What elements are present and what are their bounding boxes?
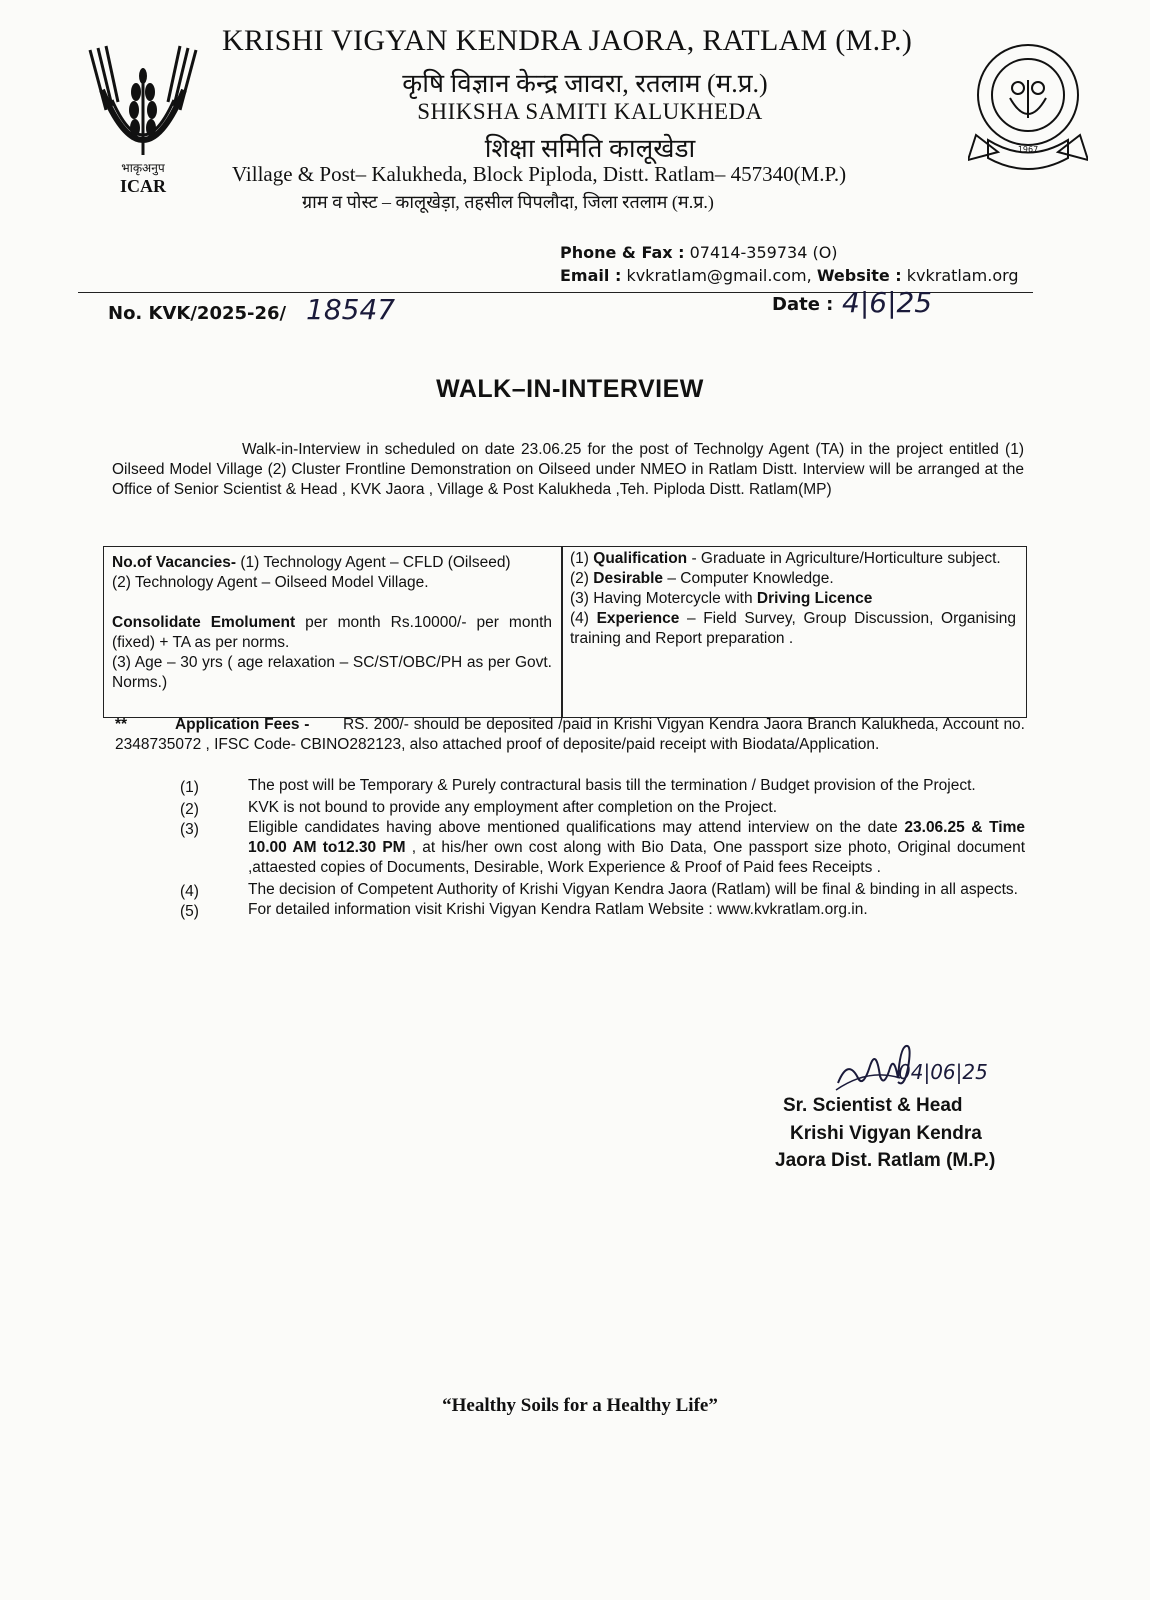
date-handwritten: 4|6|25 xyxy=(842,286,933,319)
vacancy-column xyxy=(112,553,552,693)
qualification-number: (1) xyxy=(570,550,589,567)
age-text: (3) Age – 30 yrs ( age relaxation – SC/ST/OBC/PH as per Govt. Norms.) xyxy=(112,654,552,691)
list-item-text: Eligible candidates having above mentioned qualifications may attend interview on the date xyxy=(248,819,898,836)
samiti-name-english: SHIKSHA SAMITI KALUKHEDA xyxy=(417,99,763,124)
list-item-number: (4) xyxy=(180,883,199,900)
motorcycle-text: (3) Having Motercycle with xyxy=(570,590,753,607)
phone-line xyxy=(560,243,838,262)
list-item-text: KVK is not bound to provide any employment after completion on the Project. xyxy=(248,799,778,816)
qualification-column xyxy=(570,549,1016,649)
seal-year: 1967 xyxy=(1017,145,1039,154)
address-hindi: ग्राम व पोस्ट – कालूखेड़ा, तहसील पिपलौदा, जिला रतलाम (म.प्र.) xyxy=(302,192,714,212)
qualification-label: Qualification xyxy=(593,550,688,567)
list-item xyxy=(180,798,1025,818)
website-label: Website : xyxy=(816,266,902,285)
email-label: Email : xyxy=(560,266,622,285)
desirable-number: (2) xyxy=(570,570,589,587)
date-label: Date : xyxy=(772,294,834,315)
address-english: Village & Post– Kalukheda, Block Piploda, Distt. Ratlam– 457340(M.P.) xyxy=(232,162,847,186)
icar-hindi-label: भाकृअनुप xyxy=(121,161,165,175)
vacancies-label: No.of Vacancies- xyxy=(112,554,237,571)
list-item-number: (3) xyxy=(180,821,199,838)
website-value: kvkratlam.org xyxy=(906,266,1019,285)
fees-marker: ** xyxy=(115,716,128,733)
list-item-number: (2) xyxy=(180,801,199,818)
page-title: WALK–IN-INTERVIEW xyxy=(436,375,704,403)
fees-text: RS. 200/- should be deposited /paid in Krishi Vigyan Kendra Jaora Branch Kalukheda, Account no. 2348735072 , IFSC Code- CBINO282123, also attached proof of deposite/paid receipt with Biodata/Application. xyxy=(115,716,1025,753)
phone-value: 07414-359734 (O) xyxy=(689,243,838,262)
org-name-hindi: कृषि विज्ञान केन्द्र जावरा, रतलाम (म.प्र.) xyxy=(402,69,768,98)
emolument-label: Consolidate Emolument xyxy=(112,614,296,631)
list-item-text: The decision of Competent Authority of Krishi Vigyan Kendra Jaora (Ratlam) will be final & binding in all aspects. xyxy=(248,881,1018,898)
footer-tagline: “Healthy Soils for a Healthy Life” xyxy=(442,1395,718,1416)
experience-text: – Field Survey, Group Discussion, Organising training and Report preparation . xyxy=(570,610,1017,647)
email-line xyxy=(560,266,1019,285)
email-value: kvkratlam@gmail.com, xyxy=(626,266,812,285)
list-item xyxy=(180,776,1025,796)
list-item xyxy=(180,900,1025,920)
reference-number-handwritten: 18547 xyxy=(306,293,396,326)
reference-number-label: No. KVK/2025-26/ xyxy=(108,303,287,324)
signatory-org: Krishi Vigyan Kendra xyxy=(790,1123,982,1144)
list-item-number: (1) xyxy=(180,779,199,796)
list-item xyxy=(180,880,1025,900)
phone-label: Phone & Fax : xyxy=(560,243,685,262)
licence-label: Driving Licence xyxy=(756,590,873,607)
vacancy-1: (1) Technology Agent – CFLD (Oilseed) xyxy=(240,554,511,571)
interview-datetime: 23.06.25 & Time 10.00 AM to12.30 PM xyxy=(248,819,1025,856)
desirable-label: Desirable xyxy=(593,570,664,587)
experience-label: Experience xyxy=(596,610,680,627)
desirable-text: – Computer Knowledge. xyxy=(667,570,834,587)
conditions-list xyxy=(180,776,1025,920)
fees-label: Application Fees - xyxy=(174,716,310,733)
list-item-number: (5) xyxy=(180,903,199,920)
signature-date-handwritten: 04|06|25 xyxy=(898,1060,988,1084)
org-name-english: KRISHI VIGYAN KENDRA JAORA, RATLAM (M.P.) xyxy=(222,24,913,57)
intro-paragraph: Walk-in-Interview in scheduled on date 23.06.25 for the post of Technolgy Agent (TA) in the project entitled (1) Oilseed Model Village (2) Cluster Frontline Demonstration on Oilseed under NMEO in Ratlam Distt. Interview will be arranged at the Office of Senior Scientist & Head , KVK Jaora , Village & Post Kalukheda ,Teh. Piploda Distt. Ratlam(MP) xyxy=(112,441,1024,498)
table-divider xyxy=(561,547,563,717)
experience-number: (4) xyxy=(570,610,589,627)
details-table xyxy=(103,546,1027,718)
samiti-seal-icon xyxy=(968,40,1088,175)
icar-label: ICAR xyxy=(119,176,167,196)
list-item-text-cont: , at his/her own cost along with Bio Data, One passport size photo, Original document ,attaested copies of Documents, Desirable, Work Experience & Proof of Paid fees Receipts . xyxy=(248,839,1026,876)
list-item-text: For detailed information visit Krishi Vigyan Kendra Ratlam Website : www.kvkratlam.org.in. xyxy=(248,901,868,918)
signatory-location: Jaora Dist. Ratlam (M.P.) xyxy=(775,1150,996,1171)
vacancy-2: (2) Technology Agent – Oilseed Model Village. xyxy=(112,574,429,591)
emolument-text: per month Rs.10000/- per month (fixed) + TA as per norms. xyxy=(112,614,553,651)
qualification-text: - Graduate in Agriculture/Horticulture subject. xyxy=(691,550,1001,567)
samiti-name-hindi: शिक्षा समिति कालूखेडा xyxy=(484,134,696,163)
application-fees xyxy=(115,715,1025,755)
list-item-text: The post will be Temporary & Purely contractural basis till the termination / Budget provision of the Project. xyxy=(248,777,976,794)
signatory-title: Sr. Scientist & Head xyxy=(783,1095,963,1116)
list-item xyxy=(180,818,1025,878)
